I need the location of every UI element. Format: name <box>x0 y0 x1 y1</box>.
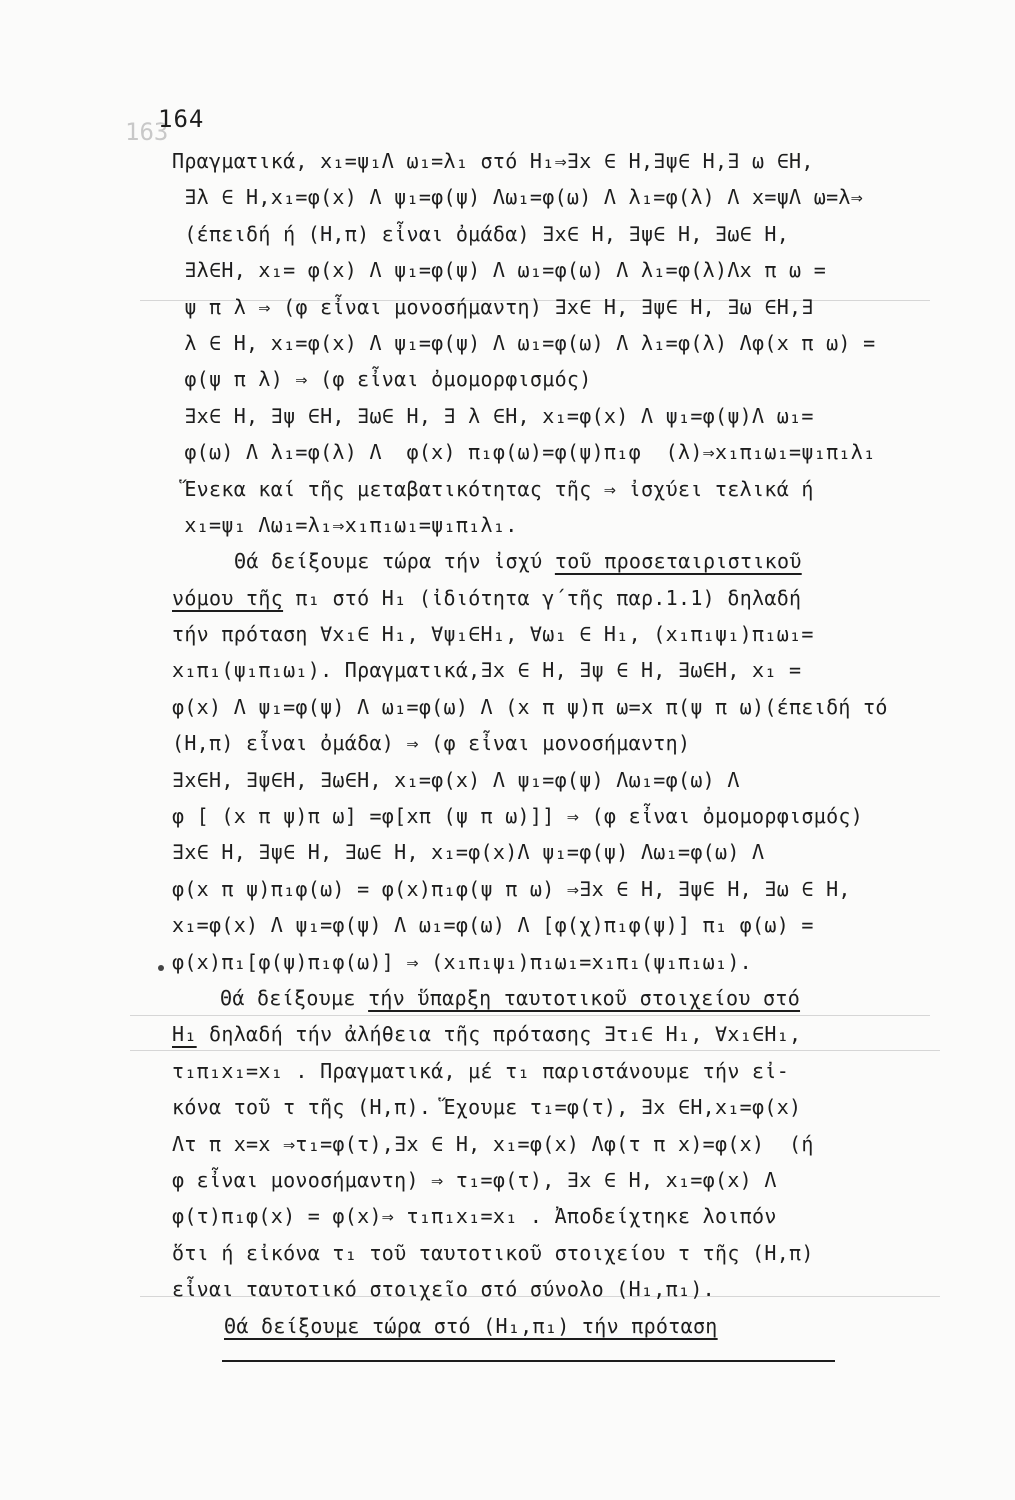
underlined-phrase: H₁ <box>172 1022 197 1047</box>
bleed-through-page-number: 163 <box>125 118 169 146</box>
underlined-phrase: τοῦ προσεταιριστικοῦ <box>554 549 802 574</box>
text-line: τήν πρόταση ∀x₁∈ H₁, ∀ψ₁∈H₁, ∀ω₁ ∈ H₁, (x₁π₁ψ₁)π₁ω₁= <box>172 622 814 647</box>
text-line: φ(τ)π₁φ(x) = φ(x)⇒ τ₁π₁x₁=x₁ . Ἀποδείχτηκε λοιπόν <box>172 1204 777 1229</box>
underlined-phrase: Θά δείξουμε τώρα στό (H₁,π₁) τήν πρόταση <box>224 1313 718 1338</box>
text-line: (H,π) εἶναι ὀμάδα) ⇒ (φ εἶναι μονοσήμαντη) <box>172 731 691 756</box>
text-line: (έπειδή ή (H,π) εἶναι ὀμάδα) ∃x∈ H, ∃ψ∈ H, ∃ω∈ H, <box>172 221 790 246</box>
text-line <box>172 580 932 616</box>
text-line: φ(x) Λ ψ₁=φ(ψ) Λ ω₁=φ(ω) Λ (x π ψ)π ω=x π(ψ π ω)(έπειδή τό <box>172 694 888 719</box>
paragraph-start-line <box>172 980 932 1016</box>
text-line: ὅτι ή εἰκόνα τ₁ τοῦ ταυτοτικοῦ στοιχείου τ τῆς (H,π) <box>172 1240 814 1265</box>
text-line: φ(x)π₁[φ(ψ)π₁φ(ω)] ⇒ (x₁π₁ψ₁)π₁ω₁=x₁π₁(ψ₁π₁ω₁). <box>172 949 753 974</box>
text-line: ∃λ ∈ H,x₁=φ(x) Λ ψ₁=φ(ψ) Λω₁=φ(ω) Λ λ₁=φ(λ) Λ x=ψΛ ω=λ⇒ <box>172 185 864 210</box>
text-line <box>172 1016 932 1052</box>
text-line: λ ∈ H, x₁=φ(x) Λ ψ₁=φ(ψ) Λ ω₁=φ(ω) Λ λ₁=φ(λ) Λφ(x π ω) = <box>172 330 876 355</box>
text-line: φ(ω) Λ λ₁=φ(λ) Λ φ(x) π₁φ(ω)=φ(ψ)π₁φ (λ)⇒x₁π₁ω₁=ψ₁π₁λ₁ <box>172 440 876 465</box>
margin-dot <box>158 965 164 971</box>
text-line: κόνα τοῦ τ τῆς (H,π). Ἕχουμε τ₁=φ(τ), ∃x ∈H,x₁=φ(x) <box>172 1095 802 1120</box>
text-line: τ₁π₁x₁=x₁ . Πραγματικά, μέ τ₁ παριστάνουμε τήν εἰ- <box>172 1058 790 1083</box>
paragraph-start-line <box>172 543 932 579</box>
text-line: ∃x∈ H, ∃ψ∈ H, ∃ω∈ H, x₁=φ(x)Λ ψ₁=φ(ψ) Λω₁=φ(ω) Λ <box>172 840 765 865</box>
text-line: ∃x∈ H, ∃ψ ∈H, ∃ω∈ H, ∃ λ ∈H, x₁=φ(x) Λ ψ₁=φ(ψ)Λ ω₁= <box>172 403 814 428</box>
line-text: π₁ στό H₁ (ἰδιότητα γ΄τῆς παρ.1.1) δηλαδή <box>283 585 802 610</box>
paragraph-start-line <box>172 1308 932 1344</box>
text-line: φ εἶναι μονοσήμαντη) ⇒ τ₁=φ(τ), ∃x ∈ H, x₁=φ(x) Λ <box>172 1167 777 1192</box>
text-line: Λτ π x=x ⇒τ₁=φ(τ),∃x ∈ H, x₁=φ(x) Λφ(τ π x)=φ(x) (ή <box>172 1131 814 1156</box>
text-line: Πραγματικά, x₁=ψ₁Λ ω₁=λ₁ στό H₁⇒∃x ∈ H,∃ψ∈ H,∃ ω ∈H, <box>172 149 814 173</box>
text-line: ψ π λ ⇒ (φ εἶναι μονοσήμαντη) ∃x∈ H, ∃ψ∈ H, ∃ω ∈H,∃ <box>172 294 814 319</box>
text-line: φ(x π ψ)π₁φ(ω) = φ(x)π₁φ(ψ π ω) ⇒∃x ∈ H, ∃ψ∈ H, ∃ω ∈ H, <box>172 876 851 901</box>
text-line: φ [ (x π ψ)π ω] =φ[xπ (ψ π ω)]] ⇒ (φ εἶναι ὀμομορφισμός) <box>172 804 864 829</box>
underlined-phrase: τήν ὕπαρξη ταυτοτικοῦ στοιχείου στό <box>368 985 801 1010</box>
page-number: 164 <box>158 105 205 133</box>
text-line: ∃λ∈H, x₁= φ(x) Λ ψ₁=φ(ψ) Λ ω₁=φ(ω) Λ λ₁=φ(λ)Λx π ω = <box>172 258 827 283</box>
text-line: x₁=φ(x) Λ ψ₁=φ(ψ) Λ ω₁=φ(ω) Λ [φ(χ)π₁φ(ψ)] π₁ φ(ω) = <box>172 913 814 938</box>
text-line: x₁=ψ₁ Λω₁=λ₁⇒x₁π₁ω₁=ψ₁π₁λ₁. <box>172 512 518 537</box>
text-line: εἶναι ταυτοτικό στοιχεῖο στό σύνολο (H₁,π₁). <box>172 1277 716 1302</box>
horizontal-rule <box>222 1360 835 1362</box>
text-line: ∃x∈H, ∃ψ∈H, ∃ω∈H, x₁=φ(x) Λ ψ₁=φ(ψ) Λω₁=φ(ω) Λ <box>172 767 740 792</box>
line-text: Θά δείξουμε τώρα τήν ἰσχύ <box>234 549 555 574</box>
text-line: x₁π₁(ψ₁π₁ω₁). Πραγματικά,∃x ∈ H, ∃ψ ∈ H, ∃ω∈H, x₁ = <box>172 658 802 683</box>
text-line: Ἕνεκα καί τῆς μεταβατικότητας τῆς ⇒ ἰσχύει τελικά ή <box>172 476 814 501</box>
line-text: Θά δείξουμε <box>220 985 369 1010</box>
text-line: φ(ψ π λ) ⇒ (φ εἶναι ὀμομορφισμός) <box>172 367 592 392</box>
line-text: δηλαδή τήν ἀλήθεια τῆς πρότασης ∃τ₁∈ H₁, ∀x₁∈H₁, <box>196 1022 802 1047</box>
body-text <box>172 143 932 1344</box>
underlined-phrase: νόμου τῆς <box>172 585 284 610</box>
